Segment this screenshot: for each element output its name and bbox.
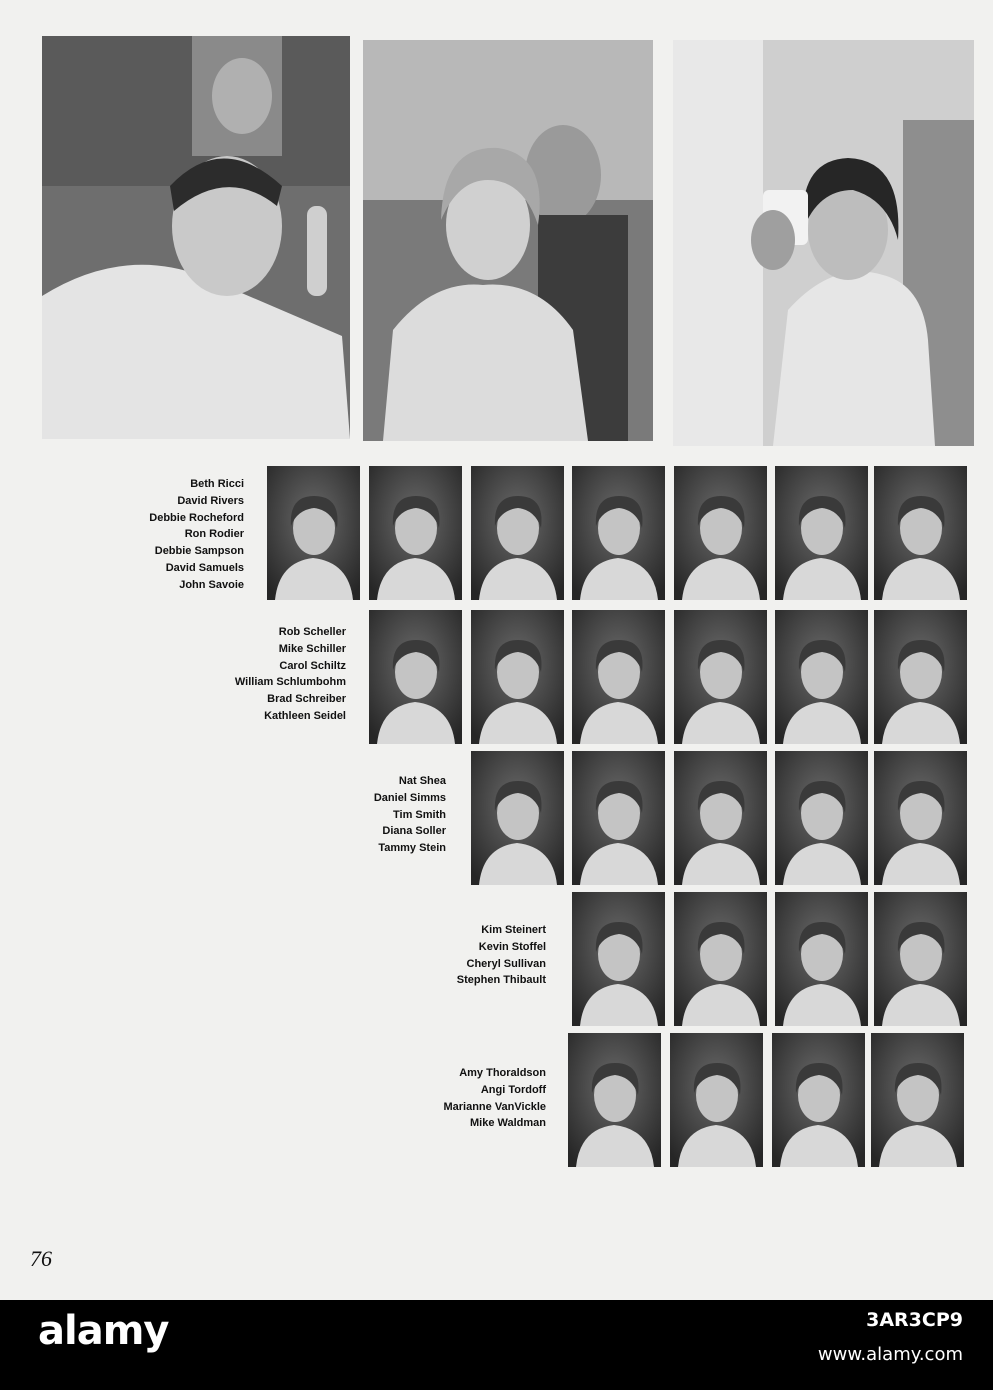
student-name: Stephen Thibault — [456, 974, 546, 987]
student-name: Rob Scheller — [278, 626, 346, 638]
student-portrait — [674, 892, 767, 1026]
name-list — [149, 476, 244, 594]
student-name: Ron Rodier — [184, 528, 244, 541]
student-portrait — [775, 466, 868, 600]
student-portrait — [775, 892, 868, 1026]
student-portrait — [471, 751, 564, 885]
student-name: Carol Schiltz — [279, 659, 346, 672]
student-name: David Rivers — [177, 494, 244, 507]
name-list — [457, 922, 546, 989]
student-portrait — [369, 610, 462, 744]
brand-logo: alamy — [38, 1308, 169, 1354]
student-name: Angi Tordoff — [480, 1083, 546, 1096]
student-portrait — [674, 466, 767, 600]
student-portrait — [572, 610, 665, 744]
name-list — [374, 773, 446, 857]
student-portrait — [572, 892, 665, 1026]
portrait-row-5 — [0, 1033, 993, 1167]
portrait-row-2 — [0, 610, 993, 744]
student-portrait — [471, 466, 564, 600]
student-name: Beth Ricci — [190, 478, 244, 490]
student-portrait — [874, 610, 967, 744]
candid-photo-1 — [42, 36, 350, 439]
student-portrait — [674, 751, 767, 885]
student-portrait — [874, 751, 967, 885]
student-portrait — [670, 1033, 763, 1167]
student-name: Daniel Simms — [373, 791, 446, 804]
student-portrait — [772, 1033, 865, 1167]
image-id: 3AR3CP9 — [866, 1309, 963, 1331]
candid-photo-2 — [363, 40, 653, 441]
student-name: Kevin Stoffel — [478, 940, 546, 953]
student-portrait — [568, 1033, 661, 1167]
student-name: Diana Soller — [382, 825, 446, 838]
portrait-row-3 — [0, 751, 993, 885]
page-number: 76 — [30, 1246, 52, 1271]
portrait-row-1 — [0, 466, 993, 600]
student-name: Cheryl Sullivan — [466, 957, 546, 970]
name-list — [235, 624, 346, 725]
student-name: Nat Shea — [398, 775, 446, 787]
student-portrait — [871, 1033, 964, 1167]
student-name: Kim Steinert — [481, 924, 546, 936]
student-name: Debbie Sampson — [154, 545, 244, 558]
candid-photo-3 — [673, 40, 974, 446]
student-name: David Samuels — [165, 561, 244, 574]
student-portrait — [674, 610, 767, 744]
student-portrait — [267, 466, 360, 600]
student-name: Marianne VanVickle — [443, 1100, 546, 1113]
student-portrait — [775, 751, 868, 885]
student-portrait — [369, 466, 462, 600]
name-list — [443, 1065, 546, 1132]
student-name: Debbie Rocheford — [149, 511, 244, 524]
student-name: Mike Schiller — [278, 642, 346, 655]
source-url: www.alamy.com — [817, 1344, 963, 1365]
student-name: Tammy Stein — [378, 842, 446, 855]
student-name: Mike Waldman — [470, 1117, 546, 1130]
student-name: William Schlumbohm — [234, 676, 346, 689]
student-name: Tim Smith — [393, 808, 446, 821]
portrait-row-4 — [0, 892, 993, 1026]
student-portrait — [572, 751, 665, 885]
student-name: Brad Schreiber — [267, 693, 346, 706]
student-name: John Savoie — [179, 578, 244, 591]
student-portrait — [874, 466, 967, 600]
student-portrait — [874, 892, 967, 1026]
student-portrait — [471, 610, 564, 744]
student-name: Amy Thoraldson — [459, 1067, 546, 1079]
student-name: Kathleen Seidel — [264, 709, 346, 722]
student-portrait — [572, 466, 665, 600]
student-portrait — [775, 610, 868, 744]
